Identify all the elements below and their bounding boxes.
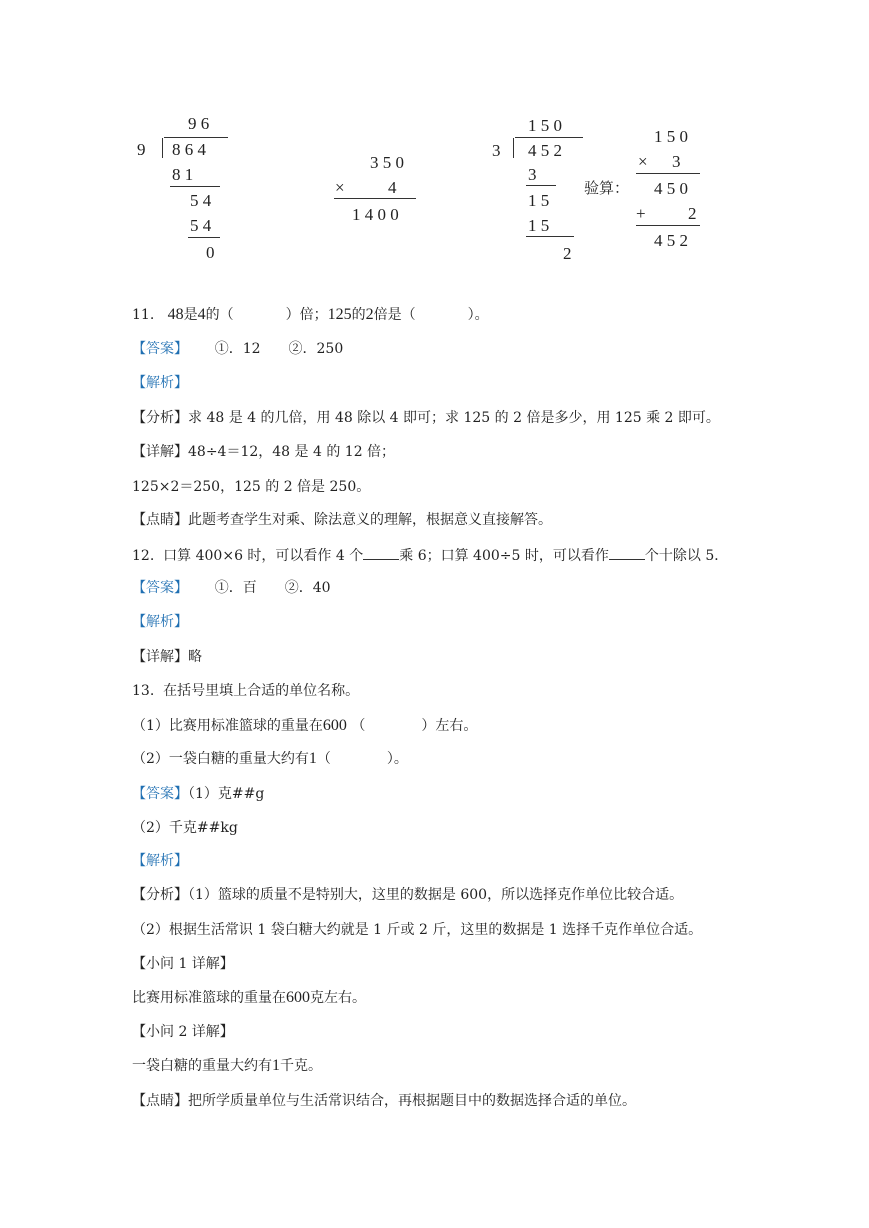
dividend: 4 5 2 bbox=[528, 141, 562, 160]
division-bar bbox=[164, 137, 228, 138]
answer-text: ①．12 ②．250 bbox=[214, 341, 344, 357]
text: 一袋白糖的重量大约有 bbox=[132, 1058, 272, 1074]
check-multiplier: 3 bbox=[672, 152, 681, 171]
dianjing-row bbox=[132, 1091, 636, 1111]
divider-line bbox=[636, 225, 700, 226]
fenxi-text: 求 48 是 4 的几倍，用 48 除以 4 即可；求 125 的 2 倍是多少，用 125 乘 2 即可。 bbox=[188, 410, 720, 426]
quotient: 9 6 bbox=[188, 114, 210, 133]
analysis-tag: 【解析】 bbox=[132, 853, 188, 869]
sub-detail-2-tag bbox=[132, 1022, 234, 1042]
check-product: 4 5 0 bbox=[654, 179, 688, 198]
text: （ bbox=[316, 751, 331, 767]
dividend: 8 6 4 bbox=[172, 140, 206, 159]
check-multiplicand: 1 5 0 bbox=[654, 127, 688, 146]
fill-blank bbox=[609, 545, 645, 560]
detail-tag: 【详解】 bbox=[132, 444, 188, 460]
dianjing-tag: 【点睛】 bbox=[132, 512, 188, 528]
text: 口算 400×6 时，可以看作 4 个 bbox=[163, 548, 364, 564]
text: 克左右。 bbox=[310, 990, 366, 1006]
fenxi-tag: 【分析】 bbox=[132, 410, 188, 426]
analysis-row bbox=[132, 612, 188, 632]
fenxi-row-2 bbox=[132, 920, 702, 940]
fenxi-text: （1）篮球的质量不是特别大，这里的数据是 600，所以选择克作单位比较合适。 bbox=[188, 887, 684, 903]
answer-row bbox=[132, 784, 264, 804]
analysis-row bbox=[132, 373, 188, 393]
divisor: 3 bbox=[492, 141, 501, 160]
answer-text: （1）克##g bbox=[188, 786, 265, 802]
answer-tag: 【答案】 bbox=[132, 580, 188, 596]
divider-line bbox=[188, 237, 220, 238]
step-product: 1 5 bbox=[528, 216, 550, 235]
check-addend: 2 bbox=[688, 204, 697, 223]
step-remainder: 1 5 bbox=[528, 191, 550, 210]
analysis-row bbox=[132, 851, 188, 871]
number: 125 bbox=[327, 306, 352, 323]
text: 的 bbox=[351, 307, 366, 323]
final-remainder: 0 bbox=[206, 243, 215, 262]
division-bracket bbox=[513, 138, 514, 158]
detail-text: 125×2＝250，125 的 2 倍是 250。 bbox=[132, 479, 371, 495]
detail-row bbox=[132, 442, 395, 462]
check-label: 验算： bbox=[584, 179, 630, 197]
detail-tag: 【详解】 bbox=[132, 649, 188, 665]
detail-text: 略 bbox=[188, 649, 202, 665]
number: 600 bbox=[322, 717, 347, 734]
answer-row-2 bbox=[132, 818, 238, 838]
answer-tag: 【答案】 bbox=[132, 786, 188, 802]
step-product: 3 bbox=[528, 165, 537, 184]
question-number: 11. bbox=[132, 307, 155, 323]
fill-blank bbox=[363, 545, 399, 560]
divider-line bbox=[170, 186, 220, 187]
check-multiply-sign: × bbox=[638, 152, 648, 171]
text: 【小问 1 详解】 bbox=[132, 956, 234, 972]
text: （ bbox=[351, 718, 366, 734]
detail-row bbox=[132, 647, 202, 667]
check-plus-sign: + bbox=[636, 204, 646, 223]
text: 的（ bbox=[205, 307, 234, 323]
sub-question-1 bbox=[132, 716, 477, 736]
divider-line bbox=[334, 198, 416, 199]
text: 千克。 bbox=[280, 1058, 322, 1074]
multiplier: 4 bbox=[388, 178, 397, 197]
text: 【小问 2 详解】 bbox=[132, 1024, 234, 1040]
text: ）倍； bbox=[285, 307, 328, 323]
dianjing-text: 把所学质量单位与生活常识结合，再根据题目中的数据选择合适的单位。 bbox=[188, 1093, 636, 1109]
text: ）左右。 bbox=[421, 718, 478, 734]
number: 2 bbox=[365, 306, 374, 323]
divider-line bbox=[526, 185, 556, 186]
step-product: 5 4 bbox=[190, 216, 212, 235]
number: 1 bbox=[308, 750, 317, 767]
question-stem: 在括号里填上合适的单位名称。 bbox=[163, 683, 360, 699]
analysis-tag: 【解析】 bbox=[132, 375, 188, 391]
divisor: 9 bbox=[137, 140, 146, 159]
fenxi-tag: 【分析】 bbox=[132, 887, 188, 903]
fenxi-row bbox=[132, 408, 720, 428]
number: 1 bbox=[272, 1057, 280, 1074]
final-remainder: 2 bbox=[563, 244, 572, 263]
text: ）。 bbox=[386, 751, 408, 767]
text: 个十除以 5． bbox=[644, 548, 729, 564]
text: 乘 6；口算 400÷5 时，可以看作 bbox=[399, 548, 609, 564]
text: （1）比赛用标准篮球的重量在 bbox=[132, 718, 323, 734]
question-13 bbox=[132, 681, 359, 701]
dianjing-text: 此题考查学生对乘、除法意义的理解，根据意义直接解答。 bbox=[188, 512, 552, 528]
sub-detail-1 bbox=[132, 988, 366, 1008]
text: 倍是（ bbox=[373, 307, 416, 323]
fenxi-row bbox=[132, 885, 683, 905]
answer-text: ①．百 ②．40 bbox=[214, 580, 331, 596]
text: 比赛用标准篮球的重量在 bbox=[132, 990, 286, 1006]
detail-row-2 bbox=[132, 477, 370, 497]
step-product: 8 1 bbox=[172, 165, 194, 184]
question-number: 13. bbox=[132, 683, 155, 699]
divider-line bbox=[636, 173, 700, 174]
dianjing-tag: 【点睛】 bbox=[132, 1093, 188, 1109]
detail-text: 48÷4＝12，48 是 4 的 12 倍； bbox=[188, 444, 396, 460]
multiplicand: 3 5 0 bbox=[370, 153, 404, 172]
answer-tag: 【答案】 bbox=[132, 341, 188, 357]
number: 600 bbox=[286, 989, 310, 1006]
divider-line bbox=[526, 236, 574, 237]
multiply-sign: × bbox=[335, 178, 345, 197]
division-bracket bbox=[162, 138, 163, 158]
division-bar bbox=[515, 137, 583, 138]
quotient: 1 5 0 bbox=[528, 116, 562, 135]
fenxi-text: （2）根据生活常识 1 袋白糖大约就是 1 斤或 2 斤，这里的数据是 1 选择千克作单位合适。 bbox=[132, 922, 703, 938]
text: 是 bbox=[183, 307, 198, 323]
number: 4 bbox=[197, 306, 206, 323]
text: ）。 bbox=[467, 307, 489, 323]
analysis-tag: 【解析】 bbox=[132, 614, 188, 630]
text: （2）一袋白糖的重量大约有 bbox=[132, 751, 309, 767]
question-12 bbox=[132, 545, 728, 566]
step-remainder: 5 4 bbox=[190, 191, 212, 210]
question-11 bbox=[132, 305, 489, 325]
number: 48 bbox=[167, 306, 184, 323]
check-result: 4 5 2 bbox=[654, 231, 688, 250]
sub-detail-2 bbox=[132, 1056, 322, 1076]
question-number: 12. bbox=[132, 548, 155, 564]
answer-text: （2）千克##kg bbox=[132, 820, 238, 836]
answer-row bbox=[132, 339, 343, 359]
dianjing-row bbox=[132, 510, 552, 530]
sub-question-2 bbox=[132, 749, 408, 769]
sub-detail-1-tag bbox=[132, 954, 234, 974]
answer-row bbox=[132, 578, 331, 598]
product: 1 4 0 0 bbox=[352, 205, 399, 224]
